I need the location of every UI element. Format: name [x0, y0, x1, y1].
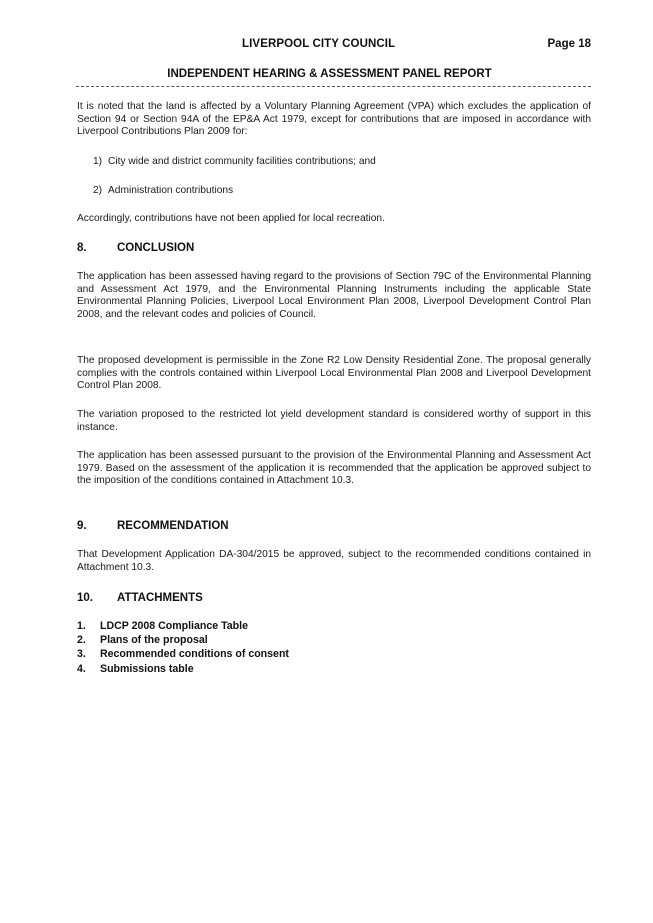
vpa-paragraph: It is noted that the land is affected by a Voluntary Planning Agreement (VPA) which excludes the application of Section 94 or Section 94A of the EP&A Act 1979, except for contributions that are imposed in accordance with Liverpool Contributions Plan 2009 for: [77, 101, 591, 138]
list-item [81, 156, 376, 169]
section-title: RECOMMENDATION [117, 520, 229, 532]
list-item [77, 662, 289, 676]
attachments-list [77, 619, 289, 676]
list-item-text: Administration contributions [108, 185, 234, 196]
section-heading-recommendation [77, 520, 229, 532]
header-divider [76, 86, 591, 87]
contributions-note: Accordingly, contributions have not been applied for local recreation. [77, 213, 385, 224]
section-number: 8. [77, 242, 87, 254]
list-item-text: LDCP 2008 Compliance Table [100, 620, 248, 632]
list-item-text: Recommended conditions of consent [100, 648, 289, 661]
list-item-text: Plans of the proposal [100, 634, 208, 647]
page-number: Page 18 [547, 38, 591, 50]
section-heading-attachments [77, 592, 203, 604]
page-header [0, 38, 653, 54]
conclusion-paragraph: The application has been assessed having regard to the provisions of Section 79C of the Environmental Planning and Assessment Act 1979, and the Environmental Planning Instruments including the applicable State Environmental Planning Policies, Liverpool Local Environment Plan 2008, Liverpool Development Control Plan 2008, and the relevant codes and policies of Council. [77, 271, 591, 320]
section-title: CONCLUSION [117, 242, 195, 254]
list-item-number: 3. [77, 648, 86, 661]
list-item-number: 1. [77, 620, 86, 632]
list-item-text: Submissions table [100, 662, 194, 675]
list-item-number: 2. [77, 634, 86, 647]
conclusion-paragraph: The variation proposed to the restricted lot yield development standard is considered worthy of support in this instance. [77, 409, 591, 433]
section-heading-conclusion [77, 242, 194, 254]
section-title: ATTACHMENTS [117, 592, 203, 604]
conclusion-paragraph: The proposed development is permissible in the Zone R2 Low Density Residential Zone. The proposal generally complies with the controls contained within Liverpool Local Environmental Plan 2008 and Liverpool Development Control Plan 2008. [77, 355, 591, 392]
list-item [77, 619, 289, 633]
recommendation-paragraph: That Development Application DA-304/2015 be approved, subject to the recommended conditions contained in Attachment 10.3. [77, 549, 591, 573]
list-item-number: 2) [92, 185, 102, 196]
list-item [77, 647, 289, 661]
section-number: 9. [77, 520, 87, 532]
list-item [81, 185, 233, 198]
list-item-number: 1) [92, 156, 102, 167]
list-item-text: City wide and district community facilities contributions; and [108, 156, 376, 167]
report-title: INDEPENDENT HEARING & ASSESSMENT PANEL REPORT [167, 68, 492, 80]
section-number: 10. [77, 592, 93, 604]
council-name: LIVERPOOL CITY COUNCIL [242, 38, 396, 50]
list-item-number: 4. [77, 662, 86, 675]
conclusion-paragraph: The application has been assessed pursuant to the provision of the Environmental Planning and Assessment Act 1979. Based on the assessment of the application it is recommended that the application be approved subject to the imposition of the conditions contained in Attachment 10.3. [77, 450, 591, 487]
list-item [77, 633, 289, 647]
